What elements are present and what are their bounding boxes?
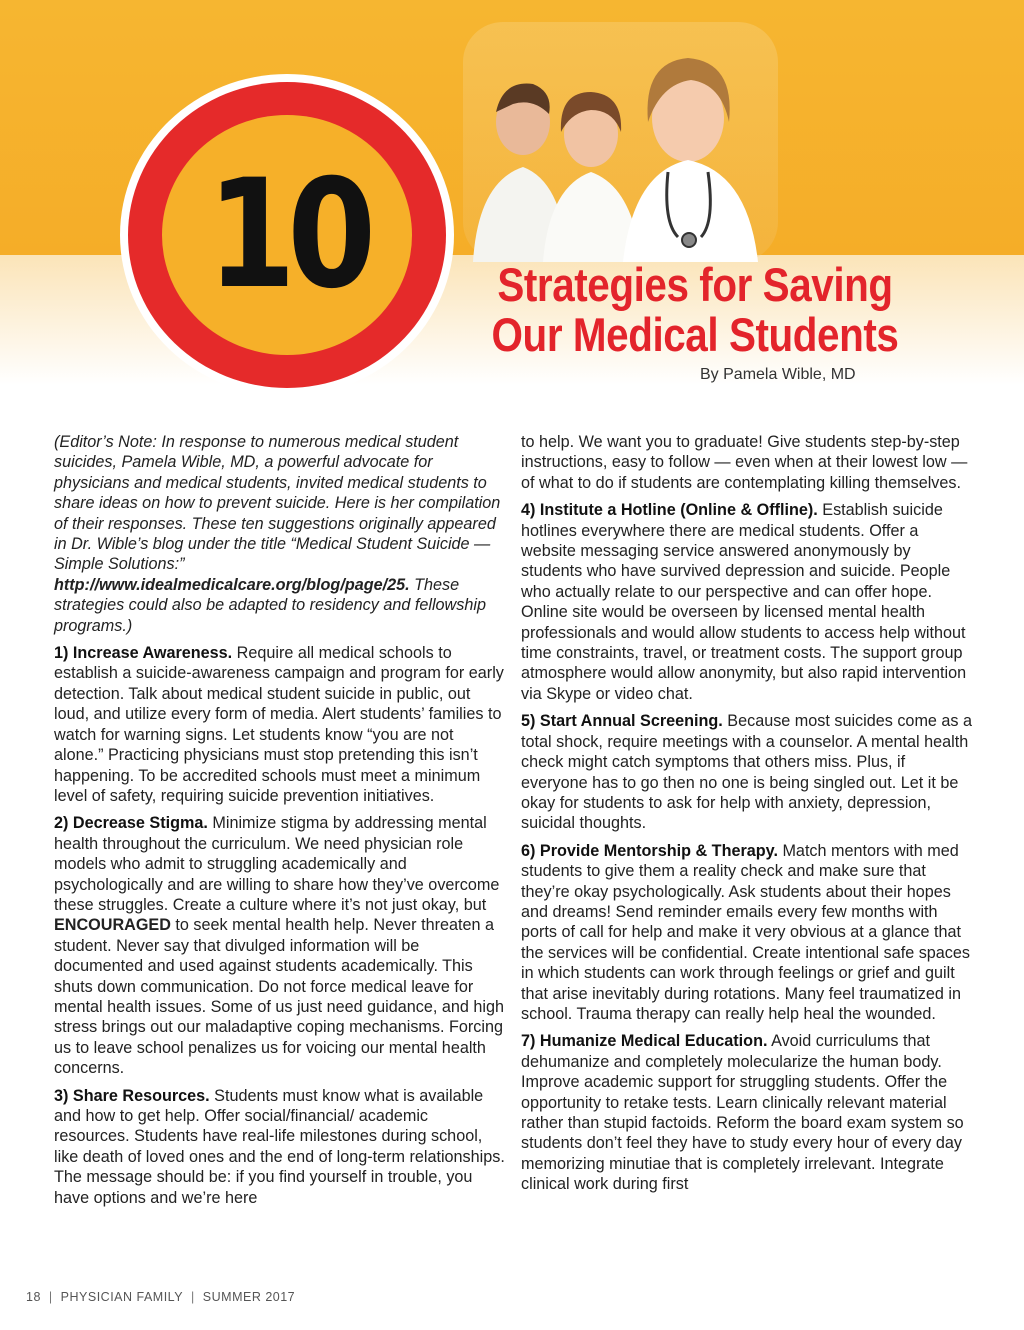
strategy-4 bbox=[521, 500, 973, 704]
strategy-1-body: Require all medical schools to establish a suicide-awareness campaign and program for early detection. Talk about medical student suicide in public, out loud, and utilize every form of media. Alert students’ families to watch for warning signs. Let students know “you are not alone.” Practicing physicians must stop pretending this isn’t happening. To be accredited schools must meet a minimum level of safety, requiring suicide prevention initiatives. bbox=[54, 644, 504, 805]
strategy-2-body-b: to seek mental health help. Never threaten a student. Never say that divulged information will be documented and used against students academically. This shuts down communication. Do not force medical leave for mental health issues. Some of us just need guidance, and high stress brings out our maladaptive coping mechanisms. Forcing us to leave school penalizes us for voicing our mental health concerns. bbox=[54, 916, 504, 1078]
byline: By Pamela Wible, MD bbox=[700, 366, 856, 383]
strategy-6-heading: 6) Provide Mentorship & Therapy. bbox=[521, 841, 778, 860]
editor-note-text: (Editor’s Note: In response to numerous medical student suicides, Pamela Wible, MD, a powerful advocate for physicians and medical students, invited medical students to share ideas on how to prevent suicide. Here is her compilation of their responses. These ten suggestions originally appeared in Dr. Wible’s blog under the title “Medical Student Suicide — Simple Solutions:” bbox=[54, 433, 501, 574]
title-line-1: Strategies for Saving bbox=[497, 258, 893, 311]
number-sign-inner bbox=[162, 115, 412, 355]
strategy-2-emphasis: ENCOURAGED bbox=[54, 916, 171, 935]
left-column bbox=[54, 432, 506, 1215]
number-sign bbox=[128, 82, 446, 388]
strategy-2-heading: 2) Decrease Stigma. bbox=[54, 814, 208, 833]
blog-link[interactable]: http://www.idealmedicalcare.org/blog/page/25. bbox=[54, 575, 410, 594]
strategy-7 bbox=[521, 1031, 973, 1194]
article-title bbox=[484, 260, 905, 360]
editor-note-tail: These strategies could also be adapted to residency and fellowship programs.) bbox=[54, 575, 486, 635]
strategy-7-heading: 7) Humanize Medical Education. bbox=[521, 1032, 768, 1051]
strategy-1 bbox=[54, 643, 506, 806]
sign-number: 10 bbox=[206, 148, 368, 322]
strategy-6-body: Match mentors with med students to give them a reality check and make sure that they’re okay psychologically. Ask students about their hopes and dreams! Send reminder emails every few months with ports of call for help and make it very obvious at a glance that the services will be confidential. Create intentional safe spaces in which students can work through feelings or grief and guilt that arise inevitably during rotations. Many feel traumatized in school. Trauma therapy can really help heal the wounded. bbox=[521, 841, 970, 1023]
strategy-5-body: Because most suicides come as a total shock, require meetings with a counselor. A mental health check might catch symptoms that others miss. Plus, if everyone has to go then no one is being singled out. Let it be okay for students to ask for help with anxiety, depression, suicidal thoughts. bbox=[521, 712, 973, 833]
publication-name: PHYSICIAN FAMILY bbox=[60, 1290, 184, 1304]
footer-divider: | bbox=[48, 1290, 53, 1304]
medical-students-photo bbox=[463, 22, 778, 262]
footer-divider: | bbox=[191, 1290, 195, 1304]
page-footer bbox=[26, 1290, 295, 1304]
right-column bbox=[521, 432, 973, 1202]
strategy-5 bbox=[521, 711, 973, 833]
strategy-4-body: Establish suicide hotlines everywhere there are medical students. Offer a website messaging service answered anonymously by students who have survived depression and suicide. People who actually relate to our perspective and can offer hope. Online site would be overseen by licensed mental health professionals and would allow students to access help without time constraints, travel, or treatment costs. The support group atmosphere would allow anonymity, but also rapid intervention via Skype or video chat. bbox=[521, 501, 967, 703]
strategy-3-body: Students must know what is available and how to get help. Offer social/financial/ academic resources. Students have real-life milestones during school, like death of loved ones and the end of long-term relationships. The message should be: if you find yourself in trouble, you have options and we’re here bbox=[54, 1086, 505, 1207]
strategy-6 bbox=[521, 841, 973, 1025]
strategy-3 bbox=[54, 1086, 506, 1208]
strategy-2 bbox=[54, 813, 506, 1078]
strategy-7-body: Avoid curriculums that dehumanize and completely molecularize the human body. Improve academic support for struggling students. Offer the opportunity to retake tests. Learn clinically relevant material rather than stupid factoids. Reform the board exam system so students don’t feel they have to study every hour of every day memorizing minutiae that is completely irrelevant. Integrate clinical work during first bbox=[521, 1032, 964, 1194]
strategy-3-heading: 3) Share Resources. bbox=[54, 1086, 210, 1105]
editor-note bbox=[54, 432, 506, 636]
strategy-1-heading: 1) Increase Awareness. bbox=[54, 644, 233, 663]
issue-name: SUMMER 2017 bbox=[202, 1290, 296, 1304]
page-number: 18 bbox=[26, 1290, 41, 1304]
strategy-3-continued: to help. We want you to graduate! Give students step-by-step instructions, easy to follow — even when at their lowest low — of what to do if students are contemplating killing themselves. bbox=[521, 433, 968, 492]
strategy-4-heading: 4) Institute a Hotline (Online & Offline). bbox=[521, 501, 818, 520]
title-line-2: Our Medical Students bbox=[491, 308, 899, 361]
strategy-5-heading: 5) Start Annual Screening. bbox=[521, 712, 723, 731]
strategy-2-body-a: Minimize stigma by addressing mental health throughout the curriculum. We need physician role models who admit to struggling academically and psychologically and are willing to share how they’ve overcome these struggles. Create a culture where it’s not just okay, but bbox=[54, 814, 500, 914]
